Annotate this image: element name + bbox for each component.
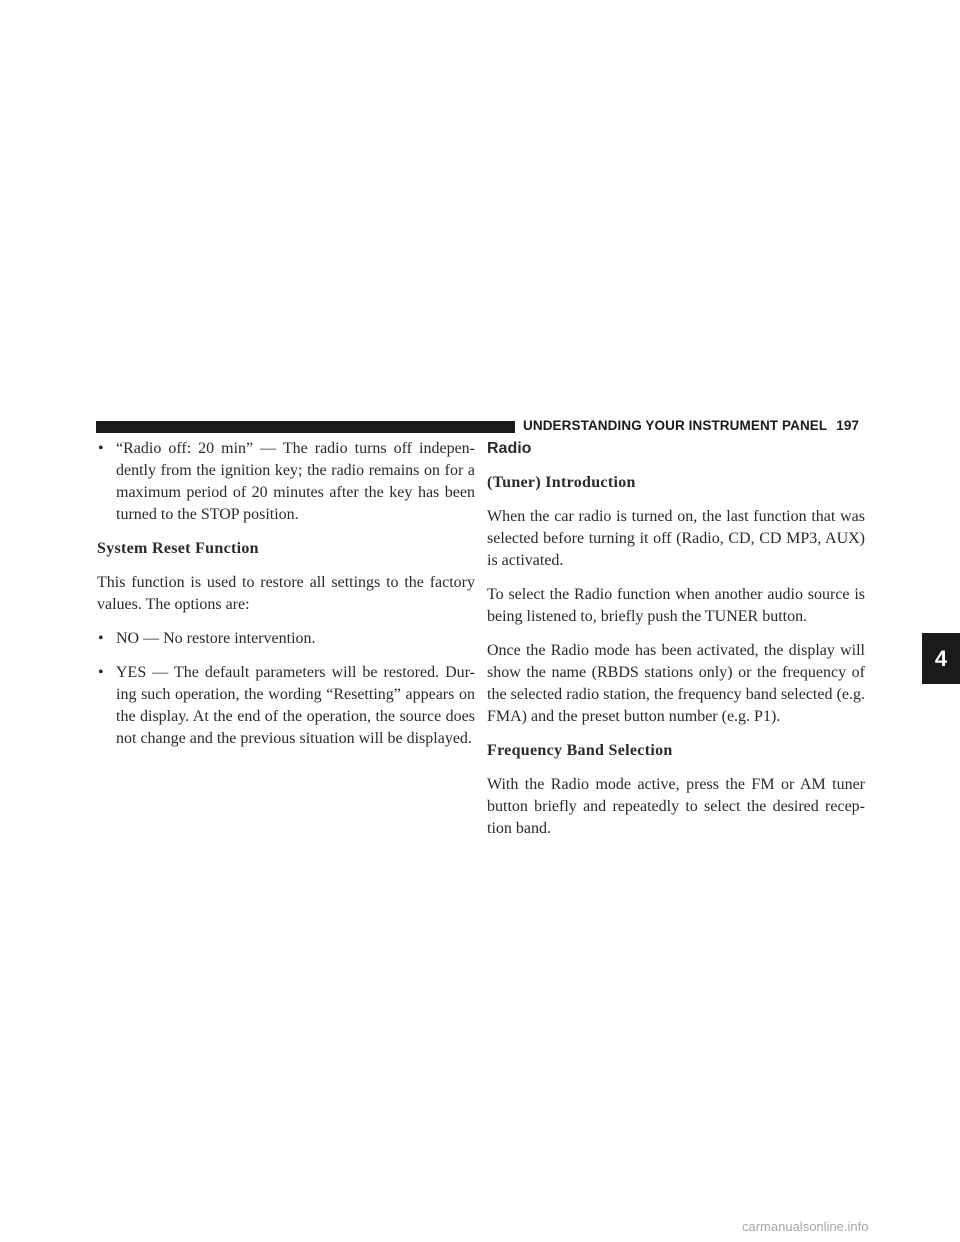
- paragraph-tuner-1: When the car radio is turned on, the last function that was selected before turning it off (Radio, CD, CD MP3, AUX) is activated.: [487, 508, 865, 569]
- page-number: 197: [836, 418, 860, 433]
- section-title: UNDERSTANDING YOUR INSTRUMENT PANEL: [523, 418, 828, 433]
- section-heading-radio: Radio: [487, 440, 532, 457]
- right-column: [487, 438, 865, 852]
- list-item: [97, 438, 475, 526]
- heading-tuner-introduction: (Tuner) Introduction: [487, 474, 636, 491]
- paragraph-reset: This function is used to restore all settings to the factory values. The options are:: [97, 574, 475, 613]
- heading-system-reset: System Reset Function: [97, 540, 259, 557]
- list-item: [97, 628, 475, 650]
- list-item: [97, 662, 475, 750]
- bullet-text: NO — No restore intervention.: [116, 630, 316, 647]
- left-column: [97, 438, 475, 762]
- bullet-marker: •: [98, 440, 104, 457]
- bullet-text: YES — The default parameters will be restored. Dur-ing such operation, the wording “Resetting” appears on the display. At the end of the operation, the source does not change and the previous situation will be displayed.: [116, 664, 475, 747]
- paragraph-tuner-2: To select the Radio function when another audio source is being listened to, briefly push the TUNER button.: [487, 586, 865, 625]
- paragraph-band: With the Radio mode active, press the FM or AM tuner button briefly and repeatedly to select the desired recep-tion band.: [487, 776, 865, 837]
- heading-frequency-band: Frequency Band Selection: [487, 742, 673, 759]
- chapter-tab: 4: [922, 633, 960, 684]
- bullet-marker: •: [98, 664, 104, 681]
- bullet-text: “Radio off: 20 min” — The radio turns off indepen-dently from the ignition key; the radio remains on for a maximum period of 20 minutes after the key has been turned to the STOP position.: [116, 440, 475, 523]
- running-header: [523, 418, 866, 433]
- header-rule: [96, 421, 515, 433]
- watermark-link[interactable]: carmanualsonline.info: [742, 1219, 869, 1234]
- bullet-marker: •: [98, 630, 104, 647]
- paragraph-tuner-3: Once the Radio mode has been activated, the display will show the name (RBDS stations only) or the frequency of the selected radio station, the frequency band selected (e.g. FMA) and the preset button number (e.g. P1).: [487, 642, 865, 725]
